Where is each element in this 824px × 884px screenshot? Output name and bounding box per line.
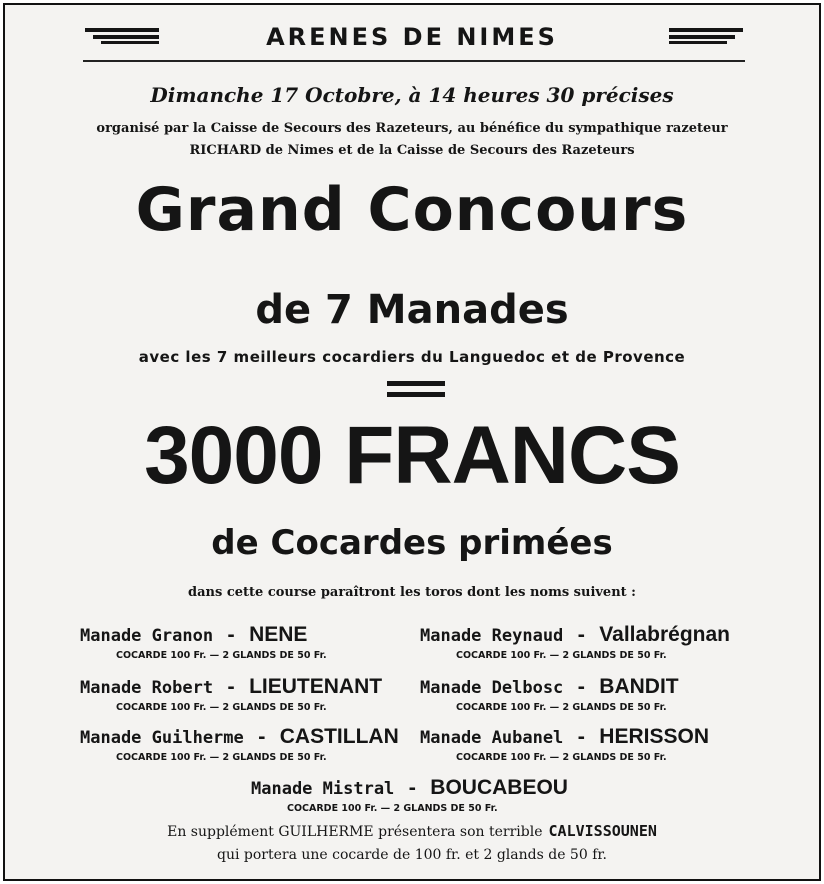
- entry-separator: -: [225, 625, 237, 646]
- entry-separator: -: [225, 677, 237, 698]
- manade-name: Manade Delbosc: [420, 678, 564, 698]
- bull-reward: COCARDE 100 Fr. — 2 GLANDS DE 50 Fr.: [456, 702, 667, 713]
- bull-entry: [251, 776, 568, 814]
- supplement-bull-name: CALVISSOUNEN: [548, 822, 657, 840]
- bull-reward: COCARDE 100 Fr. — 2 GLANDS DE 50 Fr.: [116, 650, 327, 661]
- manade-name: Manade Robert: [80, 678, 214, 698]
- bull-name: LIEUTENANT: [249, 675, 383, 698]
- entry-separator: -: [406, 778, 418, 799]
- bull-entry: [420, 725, 709, 763]
- bull-entry: [420, 675, 679, 713]
- manade-name: Manade Reynaud: [420, 626, 564, 646]
- event-date: Dimanche 17 Octobre, à 14 heures 30 précises: [150, 83, 674, 107]
- organizer-line-2: RICHARD de Nimes et de la Caisse de Secours des Razeteurs: [189, 143, 635, 158]
- entry-separator: -: [575, 727, 587, 748]
- bull-reward: COCARDE 100 Fr. — 2 GLANDS DE 50 Fr.: [456, 752, 667, 763]
- bull-name: CASTILLAN: [279, 725, 399, 748]
- divider-bar-bottom: [387, 392, 445, 397]
- bull-reward: COCARDE 100 Fr. — 2 GLANDS DE 50 Fr.: [116, 752, 327, 763]
- organizer-line-1: organisé par la Caisse de Secours des Razeteurs, au bénéfice du sympathique razeteur: [96, 121, 728, 136]
- bull-name: BANDIT: [599, 675, 679, 698]
- supplement-line-1: [5, 822, 819, 840]
- bull-reward: COCARDE 100 Fr. — 2 GLANDS DE 50 Fr.: [116, 702, 327, 713]
- manade-name: Manade Guilherme: [80, 728, 244, 748]
- entry-separator: -: [575, 677, 587, 698]
- bull-reward: COCARDE 100 Fr. — 2 GLANDS DE 50 Fr.: [456, 650, 667, 661]
- entry-separator: -: [575, 625, 587, 646]
- manade-name: Manade Granon: [80, 626, 214, 646]
- venue-title: ARENES DE NIMES: [266, 23, 558, 51]
- poster: [3, 3, 821, 881]
- divider-bar-top: [387, 381, 445, 386]
- entry-separator: -: [256, 727, 268, 748]
- poster-header: [5, 23, 819, 59]
- bull-name: Vallabrégnan: [599, 623, 731, 646]
- manade-name: Manade Mistral: [251, 779, 395, 799]
- supplement-line-2: qui portera une cocarde de 100 fr. et 2 glands de 50 fr.: [217, 847, 607, 863]
- bull-name: HERISSON: [599, 725, 709, 748]
- prize-line: [5, 409, 819, 503]
- bull-entry: [80, 725, 399, 763]
- header-ornament-right: [669, 28, 743, 44]
- headline-subtitle: de 7 Manades: [255, 287, 569, 333]
- header-ornament-left: [85, 28, 159, 44]
- prize-amount: 3000: [144, 410, 323, 501]
- bulls-intro: dans cette course paraîtront les toros dont les noms suivent :: [188, 585, 636, 600]
- prize-currency: FRANCS: [344, 410, 680, 501]
- headline-title: Grand Concours: [135, 175, 689, 245]
- bull-entry: [80, 623, 327, 661]
- bull-entry: [80, 675, 382, 713]
- bull-name: BOUCABEOU: [430, 776, 568, 799]
- bull-reward: COCARDE 100 Fr. — 2 GLANDS DE 50 Fr.: [287, 803, 498, 814]
- bull-name: NENE: [249, 623, 308, 646]
- manade-name: Manade Aubanel: [420, 728, 564, 748]
- headline-tagline: avec les 7 meilleurs cocardiers du Languedoc et de Provence: [138, 348, 686, 366]
- prize-description: de Cocardes primées: [211, 523, 613, 563]
- bull-entry: [420, 623, 730, 661]
- supplement-text: En supplément GUILHERME présentera son terrible: [167, 824, 543, 840]
- header-rule: [83, 60, 745, 62]
